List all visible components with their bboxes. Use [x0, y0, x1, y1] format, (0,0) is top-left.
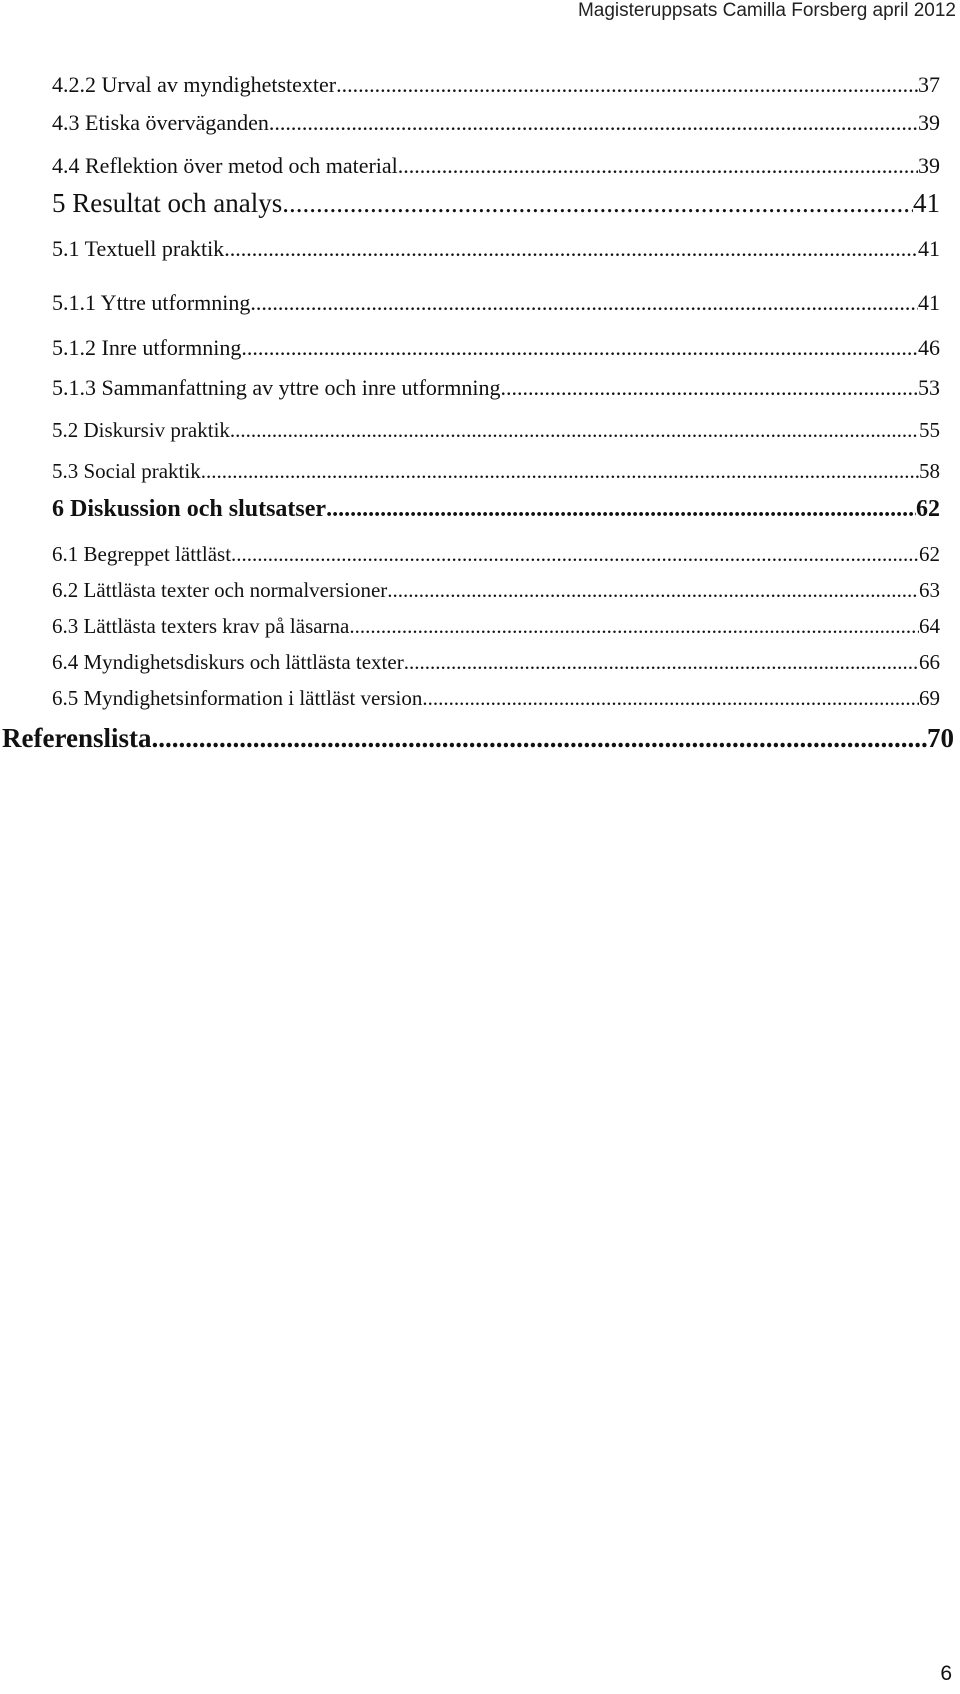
toc-entry-page: 69	[919, 686, 940, 710]
toc-leader-dots	[387, 578, 919, 603]
toc-entry-label: 6.3 Lättlästa texters krav på läsarna	[52, 614, 350, 638]
page-number: 6	[940, 1662, 952, 1685]
toc-leader-dots	[241, 335, 918, 361]
toc-leader-dots	[398, 153, 918, 179]
toc-entry-page: 53	[918, 375, 940, 400]
toc-entry-page: 41	[913, 188, 940, 218]
toc-entry[interactable]	[52, 459, 940, 484]
toc-leader-dots	[231, 542, 919, 567]
toc-leader-dots	[336, 72, 918, 98]
toc-entry-label: 5.1 Textuell praktik	[52, 236, 225, 261]
toc-entry-label: 5.2 Diskursiv praktik	[52, 418, 230, 442]
toc-entry-page: 58	[919, 459, 940, 483]
toc-entry-page: 62	[916, 496, 940, 522]
toc-entry[interactable]	[52, 236, 940, 262]
toc-entry[interactable]	[52, 290, 940, 316]
toc-entry-label: Referenslista	[2, 723, 152, 753]
toc-entry-label: 6.5 Myndighetsinformation i lättläst version	[52, 686, 423, 710]
toc-entry-chapter[interactable]	[52, 496, 940, 523]
toc-entry-label: 4.4 Reflektion över metod och material	[52, 153, 398, 178]
toc-entry-page: 37	[918, 72, 940, 97]
toc-leader-dots	[500, 375, 918, 401]
toc-entry-label: 6.4 Myndighetsdiskurs och lättlästa texter	[52, 650, 404, 674]
toc-leader-dots	[282, 188, 913, 219]
toc-entry-page: 62	[919, 542, 940, 566]
toc-leader-dots	[269, 110, 918, 136]
toc-entry-page: 63	[919, 578, 940, 602]
running-header: Magisteruppsats Camilla Forsberg april 2012	[577, 0, 956, 21]
toc-entry-page: 46	[918, 335, 940, 360]
toc-entry-label: 5.3 Social praktik	[52, 459, 201, 483]
toc-entry[interactable]	[52, 650, 940, 675]
toc-entry-page: 41	[918, 236, 940, 261]
toc-entry[interactable]	[52, 686, 940, 711]
toc-entry-page: 39	[918, 153, 940, 178]
toc-entry-label: 5 Resultat och analys	[52, 188, 283, 218]
toc-entry-page: 70	[927, 723, 954, 753]
toc-entry-chapter[interactable]	[52, 188, 940, 219]
toc-leader-dots	[201, 459, 919, 484]
toc-leader-dots	[151, 723, 927, 754]
toc-entry[interactable]	[52, 375, 940, 401]
toc-entry[interactable]	[52, 418, 940, 443]
toc-entry-label: 4.3 Etiska överväganden	[52, 110, 269, 135]
toc-entry-label: 6.2 Lättlästa texter och normalversioner	[52, 578, 388, 602]
toc-entry[interactable]	[52, 110, 940, 136]
toc-entry-label: 5.1.3 Sammanfattning av yttre och inre utformning	[52, 375, 501, 400]
toc-leader-dots	[230, 418, 919, 443]
toc-entry[interactable]	[52, 578, 940, 603]
toc-entry-label: 4.2.2 Urval av myndighetstexter	[52, 72, 337, 97]
toc-entry-chapter[interactable]	[2, 723, 954, 754]
toc-leader-dots	[422, 686, 919, 711]
toc-entry-label: 6.1 Begreppet lättläst	[52, 542, 232, 566]
toc-entry[interactable]	[52, 614, 940, 639]
toc-entry-page: 64	[919, 614, 940, 638]
toc-entry-label: 6 Diskussion och slutsatser	[52, 496, 327, 522]
toc-leader-dots	[404, 650, 919, 675]
toc-entry[interactable]	[52, 153, 940, 179]
toc-leader-dots	[326, 496, 916, 523]
toc-leader-dots	[224, 236, 918, 262]
toc-leader-dots	[250, 290, 918, 316]
toc-entry[interactable]	[52, 72, 940, 98]
toc-entry-page: 66	[919, 650, 940, 674]
toc-entry-page: 41	[918, 290, 940, 315]
toc-entry-page: 55	[919, 418, 940, 442]
toc-entry[interactable]	[52, 542, 940, 567]
toc-entry-label: 5.1.2 Inre utformning	[52, 335, 242, 360]
toc-entry-label: 5.1.1 Yttre utformning	[52, 290, 251, 315]
toc-leader-dots	[349, 614, 919, 639]
toc-entry[interactable]	[52, 335, 940, 361]
toc-entry-page: 39	[918, 110, 940, 135]
